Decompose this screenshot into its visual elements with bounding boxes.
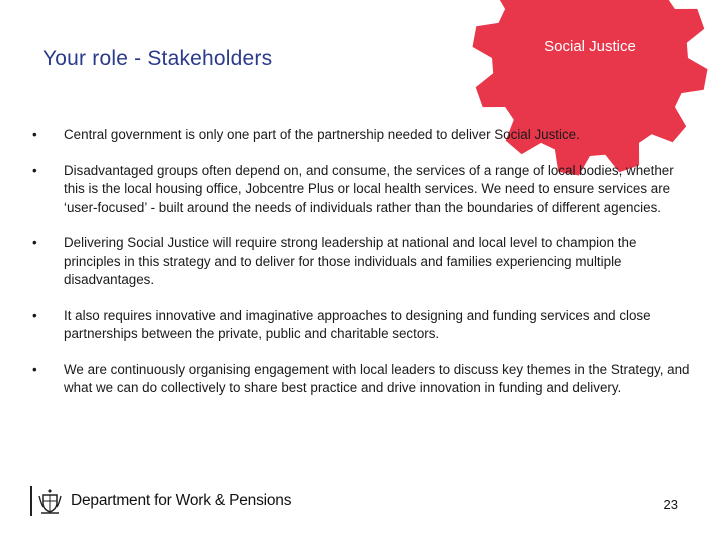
department-logo [30, 484, 291, 518]
bullet-marker: • [32, 162, 37, 178]
page-title: Your role - Stakeholders [43, 47, 273, 70]
bullet-text: Central government is only one part of the partnership needed to deliver Social Justice. [64, 127, 580, 142]
list-item [30, 361, 690, 398]
list-item [30, 234, 690, 290]
list-item [30, 162, 690, 218]
bullet-text: We are continuously organising engagement with local leaders to discuss key themes in the Strategy, and what we can do collectively to share best practice and drive innovation in funding and delivery. [64, 361, 690, 395]
bullet-marker: • [32, 361, 37, 377]
page-number: 23 [663, 497, 678, 512]
bullet-text: Disadvantaged groups often depend on, and consume, the services of a range of local bodies, whether this is the local housing office, Jobcentre Plus or local health services. We need to ensure services are ‘user-focused’ - built around the needs of individuals rather than the boundaries of different agencies. [64, 162, 674, 215]
bullet-text: It also requires innovative and imaginative approaches to designing and funding services and close partnerships between the private, public and charitable sectors. [64, 307, 651, 341]
bullet-marker: • [32, 127, 37, 142]
section-badge: Social Justice [544, 38, 636, 55]
logo-rule [30, 486, 32, 516]
bullet-marker: • [32, 235, 37, 250]
department-name: Department for Work & Pensions [71, 492, 292, 509]
bullet-list [30, 126, 690, 415]
bullet-marker: • [32, 307, 37, 323]
list-item [30, 126, 690, 145]
royal-crest-icon [37, 486, 63, 516]
list-item [30, 307, 690, 344]
bullet-text: Delivering Social Justice will require strong leadership at national and local level to champion the principles in this strategy and to deliver for those individuals and families experiencing multiple disadvantages. [64, 235, 637, 287]
